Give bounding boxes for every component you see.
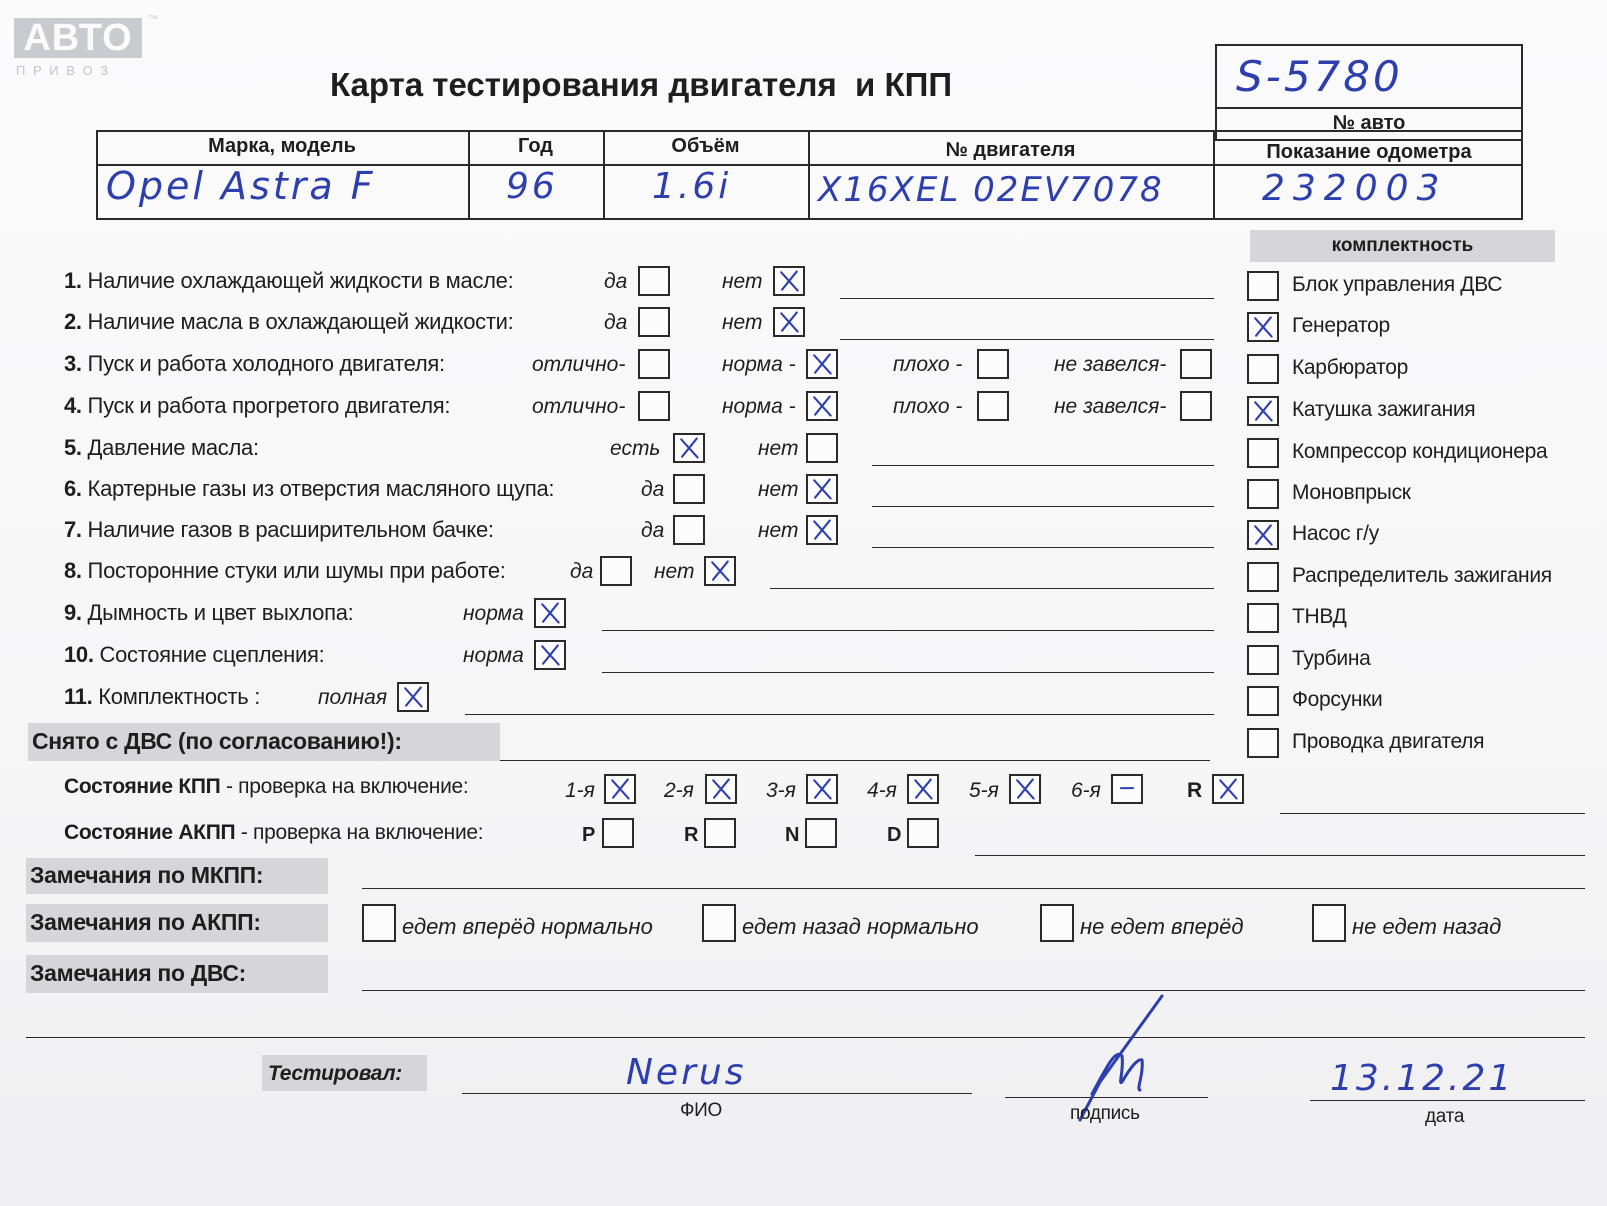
option-label: есть (610, 437, 661, 460)
tester-name: Nerus (626, 1052, 747, 1093)
option-label: да (604, 270, 628, 293)
option-checkbox[interactable] (534, 598, 566, 628)
question-label: Комплектность : (92, 684, 261, 709)
option-checkbox[interactable] (1180, 391, 1212, 421)
completeness-checkbox[interactable] (1247, 603, 1279, 633)
dash-mark-icon (1113, 776, 1141, 802)
check-mark-icon (808, 351, 836, 377)
value-volume: 1.6i (652, 166, 732, 207)
question-text (64, 268, 513, 294)
comment-line[interactable] (840, 339, 1214, 340)
question-label: Наличие масла в охлаждающей жидкости: (81, 309, 514, 334)
comment-line[interactable] (840, 298, 1214, 299)
gear-label: 1-я (565, 779, 595, 802)
gear-checkbox[interactable] (907, 774, 939, 804)
check-mark-icon (1249, 314, 1277, 340)
comment-line[interactable] (872, 506, 1214, 507)
check-mark-icon (399, 684, 427, 710)
option-label: да (641, 519, 665, 542)
gear-checkbox[interactable] (1212, 774, 1244, 804)
gear-checkbox[interactable] (1009, 774, 1041, 804)
name-line (462, 1093, 972, 1094)
check-mark-icon (808, 476, 836, 502)
header-year: Год (518, 135, 553, 157)
option-checkbox[interactable] (638, 266, 670, 296)
option-checkbox[interactable] (673, 515, 705, 545)
gear-checkbox[interactable] (806, 774, 838, 804)
comment-line[interactable] (602, 672, 1214, 673)
completeness-item-label: Турбина (1292, 647, 1371, 670)
option-checkbox[interactable] (397, 682, 429, 712)
gear-label: 6-я (1071, 779, 1101, 802)
header-volume: Объём (671, 135, 740, 157)
question-number: 11. (64, 684, 93, 709)
remarks-extra-line (26, 1037, 1585, 1038)
akpp-remark-label: едет вперёд нормально (402, 914, 653, 939)
option-label: не завелся- (1054, 395, 1167, 418)
question-text (64, 435, 259, 461)
auto-number-label: № авто (1332, 112, 1406, 134)
question-number: 9. (64, 600, 82, 625)
option-label: нет (654, 560, 695, 583)
option-checkbox[interactable] (673, 433, 705, 463)
check-mark-icon (606, 776, 634, 802)
akpp-label-rest: - проверка на включение: (235, 821, 484, 844)
question-text (64, 393, 450, 419)
value-year: 96 (506, 166, 558, 207)
question-text (64, 558, 506, 584)
question-label: Наличие газов в расширительном бачке: (81, 517, 494, 542)
header-odometer: Показание одометра (1266, 141, 1472, 163)
option-checkbox[interactable] (806, 515, 838, 545)
akpp-remark-checkbox[interactable] (362, 904, 396, 942)
question-text (64, 351, 445, 377)
completeness-checkbox[interactable] (1247, 520, 1279, 550)
remarks-mkpp-label: Замечания по МКПП: (30, 862, 264, 888)
question-label: Состояние сцепления: (93, 642, 325, 667)
question-label: Пуск и работа холодного двигателя: (81, 351, 445, 376)
remarks-mkpp-line (362, 888, 1585, 889)
question-number: 8. (64, 558, 82, 583)
question-text (64, 309, 513, 335)
check-mark-icon (1249, 398, 1277, 424)
check-mark-icon (775, 268, 803, 294)
gear-label: 2-я (664, 779, 694, 802)
option-label: нет (758, 519, 799, 542)
question-number: 5. (64, 435, 82, 460)
option-label: норма (463, 602, 524, 625)
gear-label: R (1187, 779, 1203, 802)
akpp-remark-label: не едет назад (1352, 914, 1502, 939)
akpp-label-bold: Состояние АКПП (64, 821, 236, 844)
date-line (1310, 1100, 1585, 1101)
question-text (64, 600, 353, 626)
remarks-dvs-line (362, 990, 1585, 991)
akpp-remark-checkbox[interactable] (1040, 904, 1074, 942)
completeness-item-label: Блок управления ДВС (1292, 273, 1503, 296)
completeness-item-label: Распределитель зажигания (1292, 564, 1552, 587)
akpp-mode-checkbox[interactable] (907, 818, 939, 848)
completeness-checkbox[interactable] (1247, 562, 1279, 592)
check-mark-icon (1249, 522, 1277, 548)
option-label: норма - (722, 395, 796, 418)
akpp-mode-checkbox[interactable] (704, 818, 736, 848)
completeness-checkbox[interactable] (1247, 686, 1279, 716)
option-checkbox[interactable] (977, 349, 1009, 379)
completeness-item-label: Проводка двигателя (1292, 730, 1485, 753)
logo-sub: П Р И В О З (16, 63, 111, 78)
comment-line[interactable] (872, 547, 1214, 548)
completeness-checkbox[interactable] (1247, 312, 1279, 342)
option-checkbox[interactable] (638, 391, 670, 421)
akpp-mode-checkbox[interactable] (602, 818, 634, 848)
option-label: норма (463, 644, 524, 667)
check-mark-icon (909, 776, 937, 802)
completeness-checkbox[interactable] (1247, 728, 1279, 758)
akpp-mode-label: P (582, 824, 596, 846)
option-checkbox[interactable] (773, 307, 805, 337)
option-label: плохо - (893, 395, 963, 418)
kpp-label (64, 775, 468, 799)
question-text (64, 684, 260, 710)
auto-number-value: S-5780 (1236, 52, 1403, 101)
option-label: да (604, 311, 628, 334)
completeness-checkbox[interactable] (1247, 645, 1279, 675)
option-checkbox[interactable] (534, 640, 566, 670)
check-mark-icon (675, 435, 703, 461)
option-label: норма - (722, 353, 796, 376)
akpp-mode-label: R (684, 824, 699, 846)
option-label: нет (722, 270, 763, 293)
akpp-remark-label: не едет вперёд (1080, 914, 1244, 939)
question-label: Пуск и работа прогретого двигателя: (81, 393, 451, 418)
logo (14, 14, 158, 80)
question-number: 10. (64, 642, 94, 667)
option-checkbox[interactable] (638, 349, 670, 379)
comment-line[interactable] (872, 465, 1214, 466)
removed-label: Снято с ДВС (по согласованию!): (32, 728, 402, 754)
option-checkbox[interactable] (704, 556, 736, 586)
completeness-item-label: Катушка зажигания (1292, 398, 1476, 421)
option-checkbox[interactable] (806, 349, 838, 379)
kpp-label-rest: - проверка на включение: (220, 775, 469, 798)
option-checkbox[interactable] (600, 556, 632, 586)
gear-checkbox[interactable] (1111, 774, 1143, 804)
akpp-remark-checkbox[interactable] (1312, 904, 1346, 942)
check-mark-icon (808, 776, 836, 802)
check-mark-icon (808, 517, 836, 543)
gear-label: 5-я (969, 779, 999, 802)
option-label: плохо - (893, 353, 963, 376)
completeness-item-label: Моновпрыск (1292, 481, 1411, 504)
option-label: нет (758, 478, 799, 501)
completeness-item-label: Компрессор кондиционера (1292, 440, 1548, 463)
comment-line[interactable] (770, 588, 1214, 589)
question-text (64, 642, 324, 668)
akpp-line (975, 855, 1585, 856)
test-date: 13.12.21 (1330, 1058, 1515, 1099)
completeness-checkbox[interactable] (1247, 479, 1279, 509)
value-make-model: Opel Astra F (106, 164, 376, 208)
option-label: нет (722, 311, 763, 334)
remarks-akpp-label: Замечания по АКПП: (30, 909, 261, 935)
check-mark-icon (536, 642, 564, 668)
tested-label: Тестировал: (268, 1062, 402, 1085)
completeness-checkbox[interactable] (1247, 271, 1279, 301)
question-label: Картерные газы из отверстия масляного щупа: (81, 476, 555, 501)
completeness-checkbox[interactable] (1247, 396, 1279, 426)
logo-main: АВТО (14, 18, 142, 58)
question-number: 3. (64, 351, 82, 376)
gear-checkbox[interactable] (705, 774, 737, 804)
signature-caption: подпись (1070, 1103, 1140, 1124)
option-checkbox[interactable] (806, 474, 838, 504)
completeness-item-label: Насос г/у (1292, 522, 1379, 545)
gear-label: 3-я (766, 779, 796, 802)
option-label: да (570, 560, 594, 583)
akpp-remark-label: едет назад нормально (742, 914, 979, 939)
comment-line[interactable] (465, 714, 1214, 715)
question-label: Наличие охлаждающей жидкости в масле: (81, 268, 514, 293)
option-checkbox[interactable] (977, 391, 1009, 421)
option-checkbox[interactable] (773, 266, 805, 296)
page-title: Карта тестирования двигателя и КПП (330, 66, 953, 103)
date-caption: дата (1425, 1106, 1465, 1127)
question-label: Посторонние стуки или шумы при работе: (81, 558, 506, 583)
kpp-line (1280, 813, 1585, 814)
akpp-mode-label: N (785, 824, 800, 846)
akpp-remark-checkbox[interactable] (702, 904, 736, 942)
option-checkbox[interactable] (1180, 349, 1212, 379)
option-checkbox[interactable] (806, 433, 838, 463)
question-number: 2. (64, 309, 82, 334)
check-mark-icon (775, 309, 803, 335)
option-checkbox[interactable] (673, 474, 705, 504)
option-label: отлично- (532, 395, 626, 418)
value-engine-number: X16XEL 02EV7078 (818, 170, 1164, 210)
akpp-mode-label: D (887, 824, 902, 846)
completeness-checkbox[interactable] (1247, 438, 1279, 468)
question-number: 4. (64, 393, 82, 418)
question-label: Дымность и цвет выхлопа: (81, 600, 354, 625)
check-mark-icon (707, 776, 735, 802)
value-odometer: 232003 (1262, 168, 1448, 209)
check-mark-icon (1011, 776, 1039, 802)
option-label: да (641, 478, 665, 501)
check-mark-icon (536, 600, 564, 626)
question-text (64, 517, 494, 543)
check-mark-icon (1214, 776, 1242, 802)
akpp-label (64, 821, 483, 845)
check-mark-icon (808, 393, 836, 419)
completeness-title: комплектность (1331, 235, 1474, 256)
kpp-label-bold: Состояние КПП (64, 775, 221, 798)
removed-line (500, 760, 1210, 761)
gear-checkbox[interactable] (604, 774, 636, 804)
completeness-item-label: Генератор (1292, 314, 1390, 337)
comment-line[interactable] (602, 630, 1214, 631)
question-label: Давление масла: (81, 435, 259, 460)
header-make-model: Марка, модель (208, 135, 356, 157)
question-number: 1. (64, 268, 82, 293)
gear-label: 4-я (867, 779, 897, 802)
completeness-checkbox[interactable] (1247, 354, 1279, 384)
akpp-mode-checkbox[interactable] (805, 818, 837, 848)
option-label: отлично- (532, 353, 626, 376)
option-checkbox[interactable] (638, 307, 670, 337)
check-mark-icon (706, 558, 734, 584)
completeness-item-label: Карбюратор (1292, 356, 1409, 379)
question-number: 6. (64, 476, 82, 501)
question-number: 7. (64, 517, 82, 542)
option-label: не завелся- (1054, 353, 1167, 376)
remarks-dvs-label: Замечания по ДВС: (30, 960, 247, 986)
logo-tm: ™ (148, 14, 158, 25)
question-text (64, 476, 554, 502)
completeness-item-label: ТНВД (1292, 605, 1347, 628)
option-checkbox[interactable] (806, 391, 838, 421)
option-label: полная (318, 686, 388, 709)
option-label: нет (758, 437, 799, 460)
header-engine-number: № двигателя (945, 139, 1076, 161)
name-caption: ФИО (680, 1100, 722, 1121)
completeness-item-label: Форсунки (1292, 688, 1383, 711)
